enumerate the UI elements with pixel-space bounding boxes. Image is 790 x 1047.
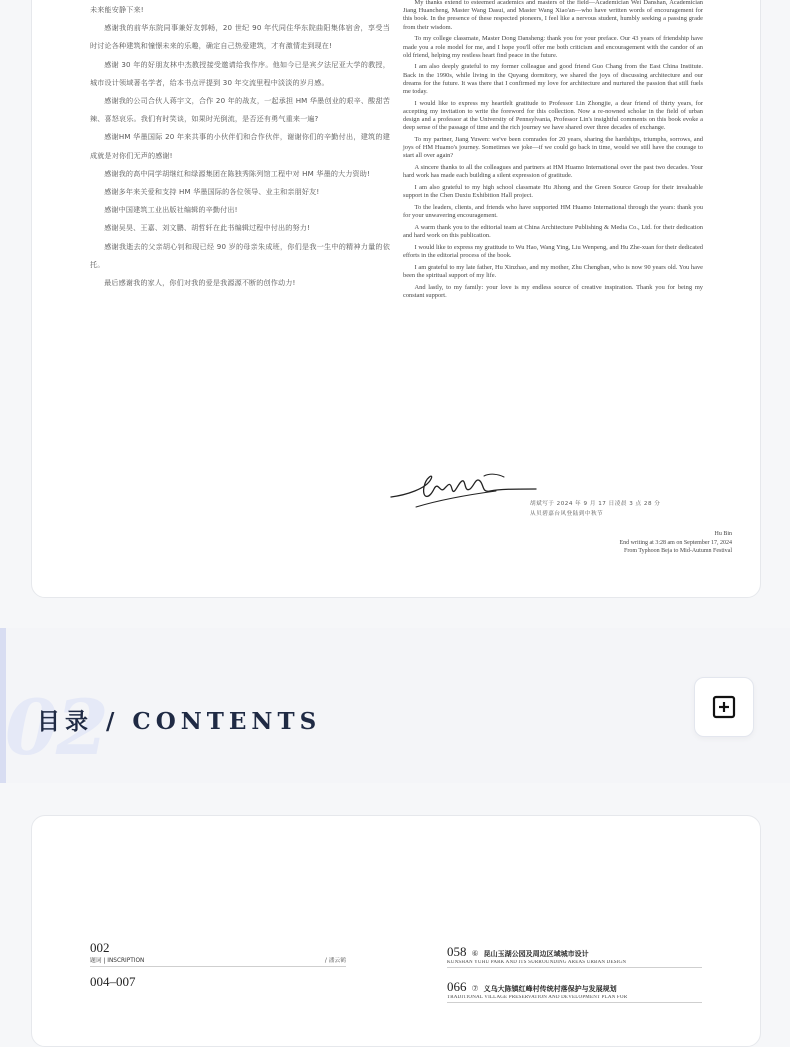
toc-title: 义乌大陈镇红峰村传统村落保护与发展规划 <box>483 985 617 993</box>
toc-author: / 潘云鹤 <box>324 958 346 964</box>
signoff-en-line: End writing at 3:28 am on September 17, 2024 <box>619 539 732 546</box>
cn-paragraph: 感谢HM 华墨国际 20 年来共事的小伙伴们和合作伙伴，谢谢你们的辛勤付出，建筑的建成就是对你们无声的感谢! <box>90 132 390 160</box>
acknowledgements-chinese-column <box>90 1 390 292</box>
en-paragraph: I am grateful to my late father, Hu Xinzhao, and my mother, Zhu Chengban, who is now 90 years old. You have been the spiritual support of my life. <box>403 263 703 279</box>
toc-page-number: 058 <box>447 944 467 959</box>
signoff-english <box>620 530 732 556</box>
toc-page-number: 004–007 <box>90 974 136 989</box>
toc-entry[interactable] <box>90 975 346 989</box>
cn-paragraph: 未来能安静下来! <box>90 5 144 14</box>
en-paragraph: I am also grateful to my high school classmate Hu Jihong and the Green Source Group for their invaluable support in the Chen Duxiu Exhibition Hall project. <box>403 184 703 200</box>
signoff-en-line: From Typhoon Beja to Mid-Autumn Festival <box>624 548 732 555</box>
en-paragraph: And lastly, to my family: your love is my endless source of creative inspiration. Thank you for being my constant support. <box>403 283 703 299</box>
cn-paragraph: 感谢我逝去的父亲胡心钊和现已经 90 岁的母亲朱成班，你们是我一生中的精神力量的依托。 <box>90 241 390 269</box>
toc-entry-head <box>447 979 702 995</box>
cn-paragraph: 最后感谢我的家人，你们对我的爱是我源源不断的创作动力! <box>104 278 296 288</box>
toc-subtitle: TRADITIONAL VILLAGE PRESERVATION AND DEVELOPMENT PLAN FOR <box>447 995 702 1003</box>
contents-card <box>31 815 761 1047</box>
toc-line <box>90 955 346 967</box>
cn-paragraph: 感谢多年来关爱和支持 HM 华墨国际的各位领导、业主和亲朋好友! <box>104 187 320 197</box>
cn-paragraph: 感谢我的高中同学胡继红和绿源集团在陈独秀陈列馆工程中对 HM 华墨的大力资助! <box>104 168 371 178</box>
plus-square-icon <box>712 695 736 719</box>
section-title: 目录 / CONTENTS <box>37 708 322 735</box>
toc-entry[interactable] <box>90 941 346 967</box>
cn-paragraph: 感谢中国建筑工业出版社编辑的辛勤付出! <box>104 205 238 215</box>
toc-label: 题词 | INSCRIPTION <box>90 958 145 964</box>
en-paragraph: To the leaders, clients, and friends who have supported HM Huamo International through the years: thank you for your unwavering encouragement. <box>403 203 703 220</box>
toc-entry-head <box>447 944 702 960</box>
toc-entry[interactable] <box>447 944 702 968</box>
acknowledgements-english-column <box>403 0 703 304</box>
signoff-cn-line: 从贝碧嘉台风登陆到中秋节 <box>530 510 604 517</box>
expand-button[interactable] <box>694 677 754 737</box>
contents-left-column <box>90 941 346 997</box>
cn-paragraph: 感谢 30 年的好朋友林中杰教授接受邀请给我作序。他如今已是宾夕法尼亚大学的教授，城市设计领域著名学者，给本书点评提到 30 年交流里程中淡淡的岁月感。 <box>90 59 390 87</box>
toc-title: 昆山玉湖公园及周边区域城市设计 <box>483 950 589 958</box>
contents-right-column <box>447 944 702 1014</box>
en-paragraph: To my partner, Jiang Yuwen: we've been comrades for 20 years, sharing the hardships, triumphs, sorrows, and joys of HM Huamo's journey. Sometimes we joke—if we could go back in time, would we still have the courage to start all over again? <box>403 136 703 160</box>
cn-paragraph: 感谢我的前华东院同事兼好友郭畅，20 世纪 90 年代同住华东院曲阳集体宿舍，享受当时讨论各种建筑和憧憬未来的乐趣，确定自己热爱建筑，才有激情走到现在! <box>90 23 390 51</box>
en-paragraph: I would like to express my gratitude to Wu Hao, Wang Ying, Liu Wenpeng, and Hu Zhe-xuan for their dedicated efforts in the editorial process of the book. <box>403 243 703 259</box>
cn-paragraph: 感谢我的公司合伙人蒋宇文，合作 20 年的战友，一起承担 HM 华墨创业的艰辛、酸甜苦辣、喜怒哀乐。我们有时笑谈，如果时光倒流，是否还有勇气重来一遍? <box>90 96 390 124</box>
en-paragraph: A warm thank you to the editorial team at China Architecture Publishing & Media Co., Ltd. for their dedication and hard work on this publication. <box>403 223 703 240</box>
signoff-en-line: Hu Bin <box>714 531 732 537</box>
toc-page-number: 066 <box>447 979 467 994</box>
toc-page-number: 002 <box>90 940 110 955</box>
toc-chapter-marker: ⑥ <box>471 949 479 958</box>
section-number: 02 <box>5 683 107 772</box>
toc-chapter-marker: ⑦ <box>471 984 479 993</box>
toc-subtitle: KUNSHAN YUHU PARK AND ITS SURROUNDING AREAS URBAN DESIGN <box>447 960 702 968</box>
en-paragraph: I am also deeply grateful to my former colleague and good friend Guo Chang from the East China Institute. Back in the 1990s, while living in the Quyang dormitory, we shared the joys of discussing architecture and our dreams for the future. It was there that I confirmed my love for architecture and nurtured the passion that still fuels me today. <box>403 63 703 96</box>
signoff-chinese <box>530 500 660 519</box>
cn-paragraph: 感谢吴昊、王嘉、刘文鹏、胡哲轩在此书编辑过程中付出的努力! <box>104 223 311 233</box>
en-paragraph: I would like to express my heartfelt gratitude to Professor Lin Zhongjie, a dear friend of thirty years, for accepting my invitation to write the foreword for this collection. Now a re-nowned scholar in the field of urban design and a professor at the University of Pennsylvania, Professor Lin's insightful comments on this book evoke a deep sense of the passage of time and the rich journey we have shared over three decades of exchange. <box>403 99 703 132</box>
toc-entry[interactable] <box>447 979 702 1003</box>
signoff-cn-line: 胡斌写于 2024 年 9 月 17 日凌晨 3 点 28 分 <box>530 501 661 507</box>
en-paragraph: A sincere thanks to all the colleagues and partners at HM Huamo International over the past two decades. Your hard work has made each building a silent expression of gratitude. <box>403 164 703 180</box>
en-paragraph: To my college classmate, Master Dong Dansheng: thank you for your preface. Our 43 years of friendship have made you a role model for me, and I hope you'll offer me both criticism and encouragement with the candor of an old friend, helping my restless heart find peace in the future. <box>403 35 703 59</box>
en-paragraph: My thanks extend to esteemed academics and masters of the field—Academician Wei Danshan, Academician Jiang Huancheng, Master Wang Dasui, and Master Wang Xiao'an—who have written words of encouragement for this book. In the presence of these respected pioneers, I feel like a nervous student, humbly seeking a passing grade from their wisdom. <box>403 0 703 31</box>
